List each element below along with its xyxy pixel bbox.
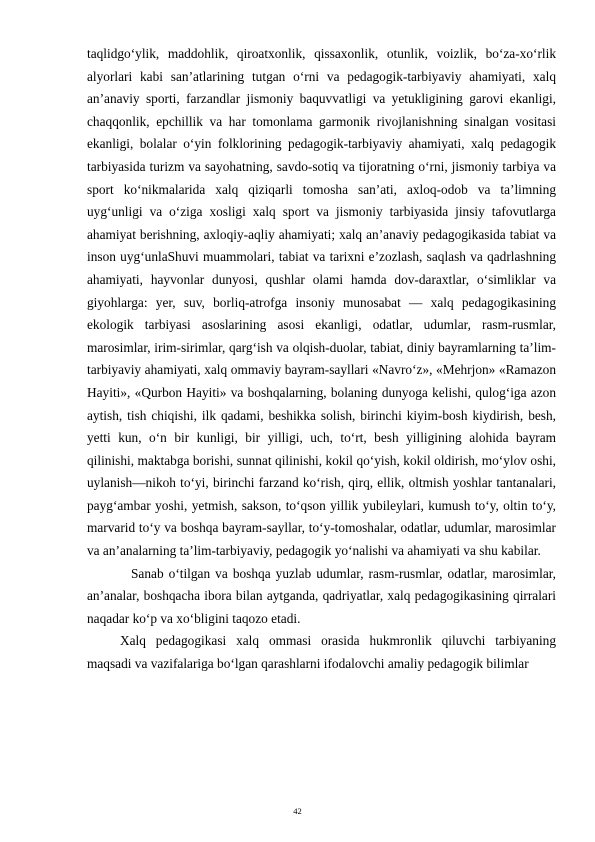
document-body (87, 43, 556, 676)
paragraph-1: taqlidgo‘ylik, maddohlik, qiroatxonlik, qissaxonlik, otunlik, voizlik, bo‘za-xo‘rlik alyorlari kabi san’atlarining tutgan o‘rni va pedagogik-tarbiyaviy ahamiyati, xalq an’anaviy sporti, farzandlar jismoniy baquvvatligi va yetukligining garovi ekanligi, chaqqonlik, epchillik va har tomonlama garmonik rivojlanishning sinalgan vositasi ekanligi, bolalar o‘yin folklorining pedagogik-tarbiyaviy ahamiyati, xalq pedagogik tarbiyasida turizm va sayohatning, savdo-sotiq va tijoratning o‘rni, jismoniy tarbiya va sport ko‘nikmalarida xalq qiziqarli tomosha san’ati, axloq-odob va ta’limning uyg‘unligi va o‘ziga xosligi xalq sport va jismoniy tarbiyasida jinsiy tafovutlarga ahamiyat berishning, axloqiy-aqliy ahamiyati; xalq an’anaviy pedagogikasida tabiat va inson uyg‘unlaShuvi muammolari, tabiat va tarixni e’zozlash, saqlash va qadrlashning ahamiyati, hayvonlar dunyosi, qushlar olami hamda dov-daraxtlar, o‘simliklar va giyohlarga: yer, suv, borliq-atrofga insoniy munosabat — xalq pedagogikasining ekologik tarbiyasi asoslarining asosi ekanligi, odatlar, udumlar, rasm-rusmlar, marosimlar, irim-sirimlar, qarg‘ish va olqish-duolar, tabiat, diniy bayramlarning ta’lim-tarbiyaviy ahamiyati, xalq ommaviy bayram-sayllari «Navro‘z», «Mehrjon» «Ramazon Hayiti», «Qurbon Hayiti» va boshqalarning, bolaning dunyoga kelishi, qulog‘iga azon aytish, tish chiqishi, ilk qadami, beshikka solish, birinchi kiyim-bosh kiydirish, besh, yetti kun, o‘n bir kunligi, bir yilligi, uch, to‘rt, besh yilligining alohida bayram qilinishi, maktabga borishi, sunnat qilinishi, kokil qo‘yish, kokil oldirish, mo‘ylov oshi, uylanish—nikoh to‘yi, birinchi farzand ko‘rish, qirq, ellik, oltmish yoshlar tantanalari, payg‘ambar yoshi, yetmish, sakson, to‘qson yillik yubileylari, kumush to‘y, oltin to‘y, marvarid to‘y va boshqa bayram-sayllar, to‘y-tomoshalar, odatlar, udumlar, marosimlar va an’analarning ta’lim-tarbiyaviy, pedagogik yo‘nalishi va ahamiyati va shu kabilar. (87, 46, 556, 559)
paragraph-3: Xalq pedagogikasi xalq ommasi orasida hukmronlik qiluvchi tarbiyaning maqsadi va vazifalariga bo‘lgan qarashlarni ifodalovchi amaliy pedagogik bilimlar (87, 633, 556, 672)
page-number: 42 (293, 806, 302, 816)
paragraph-2: Sanab o‘tilgan va boshqa yuzlab udumlar, rasm-rusmlar, odatlar, marosimlar, an’analar, boshqacha ibora bilan aytganda, qadriyatlar, xalq pedagogikasining qirralari naqadar ko‘p va xo‘bligini taqozo etadi. (87, 565, 556, 626)
